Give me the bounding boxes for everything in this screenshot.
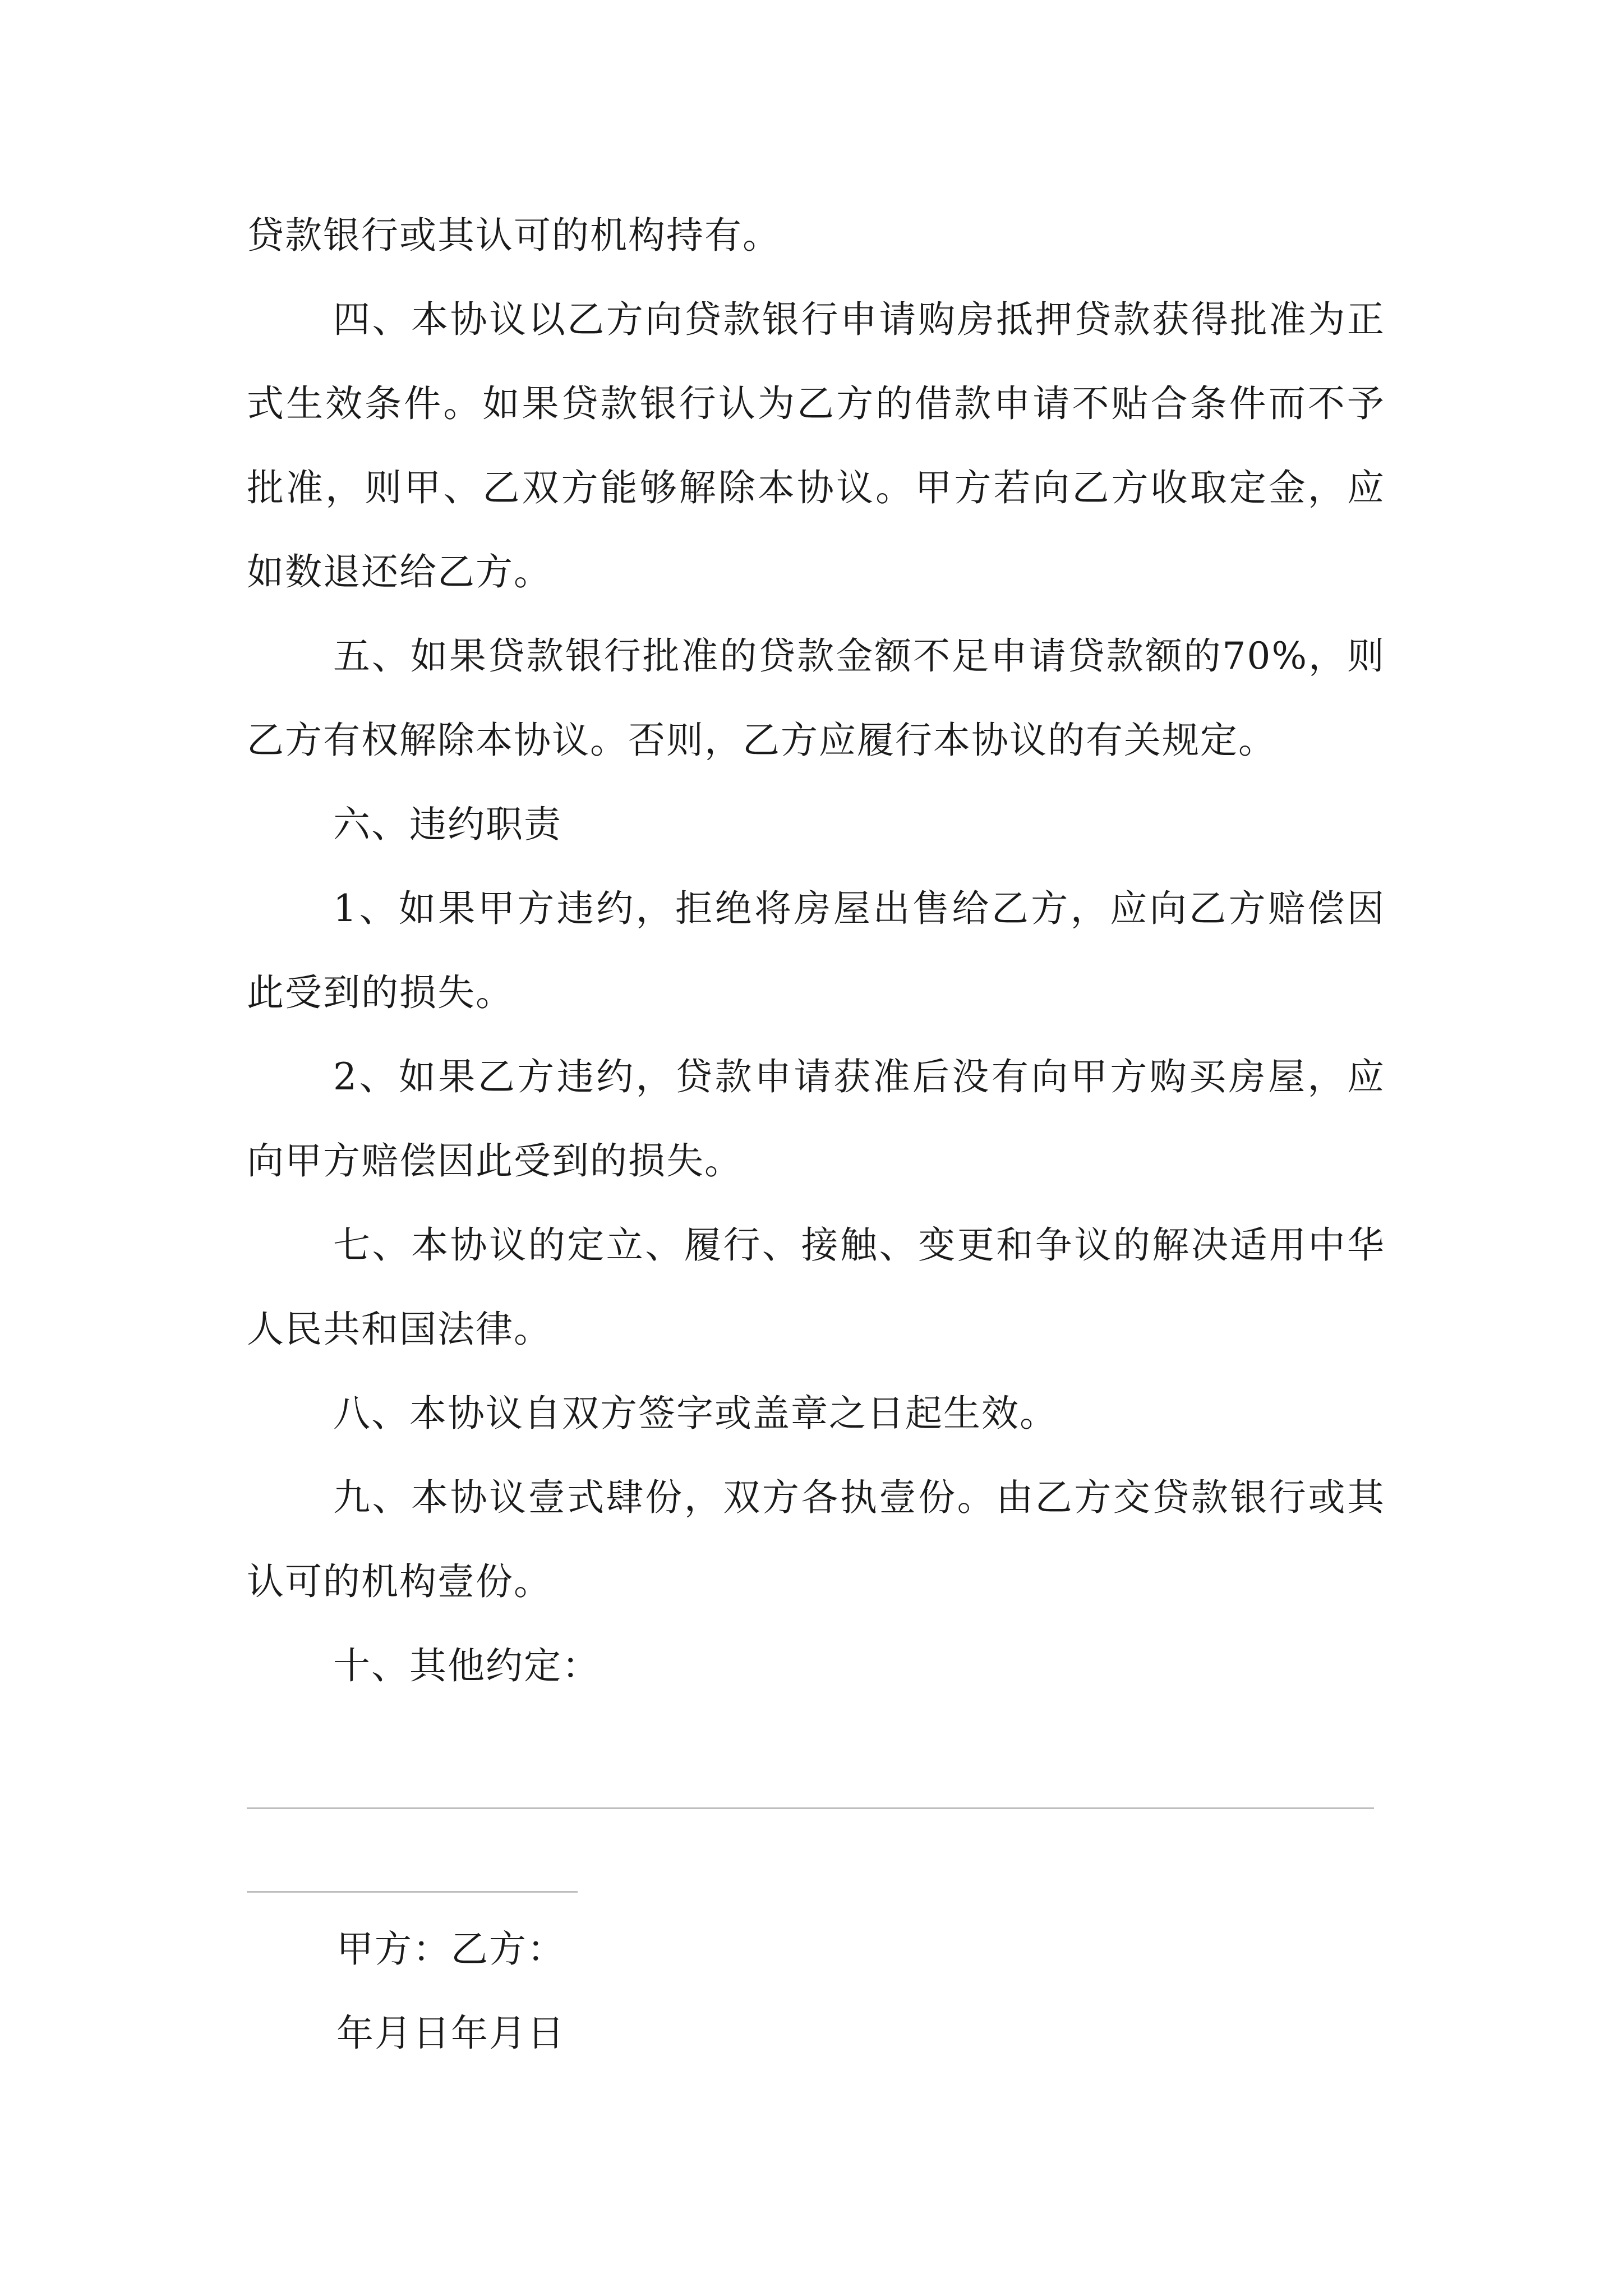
signature-block <box>336 1907 565 2076</box>
paragraph-continuation: 贷款银行或其认可的机构持有。 <box>247 214 781 257</box>
clause-6-item-1: 1、如果甲方违约，拒绝将房屋出售给乙方，应向乙方赔偿因此受到的损失。 <box>247 887 1385 1014</box>
clause-6-item-2: 2、如果乙方违约，贷款申请获准后没有向甲方购买房屋，应向甲方赔偿因此受到的损失。 <box>247 1055 1385 1182</box>
agreement-body <box>247 194 1385 1708</box>
clause-6-heading: 六、违约职责 <box>333 803 562 846</box>
blank-fill-line-short <box>247 1891 578 1893</box>
clause-8: 八、本协议自双方签字或盖章之日起生效。 <box>333 1392 1058 1435</box>
blank-fill-line-long <box>247 1807 1374 1809</box>
clause-4: 四、本协议以乙方向贷款银行申请购房抵押贷款获得批准为正式生效条件。如果贷款银行认为乙方的借款申请不贴合条件而不予批准，则甲、乙双方能够解除本协议。甲方若向乙方收取定金，应如数退还给乙方。 <box>247 298 1385 593</box>
clause-7: 七、本协议的定立、履行、接触、变更和争议的解决适用中华人民共和国法律。 <box>247 1223 1385 1351</box>
signature-dates: 年月日年月日 <box>336 2012 565 2055</box>
clause-9: 九、本协议壹式肆份，双方各执壹份。由乙方交贷款银行或其认可的机构壹份。 <box>247 1476 1385 1603</box>
clause-5: 五、如果贷款银行批准的贷款金额不足申请贷款额的70%，则乙方有权解除本协议。否则，乙方应履行本协议的有关规定。 <box>247 634 1385 762</box>
signature-parties: 甲方：乙方： <box>336 1927 565 1971</box>
clause-10: 十、其他约定： <box>333 1644 600 1687</box>
